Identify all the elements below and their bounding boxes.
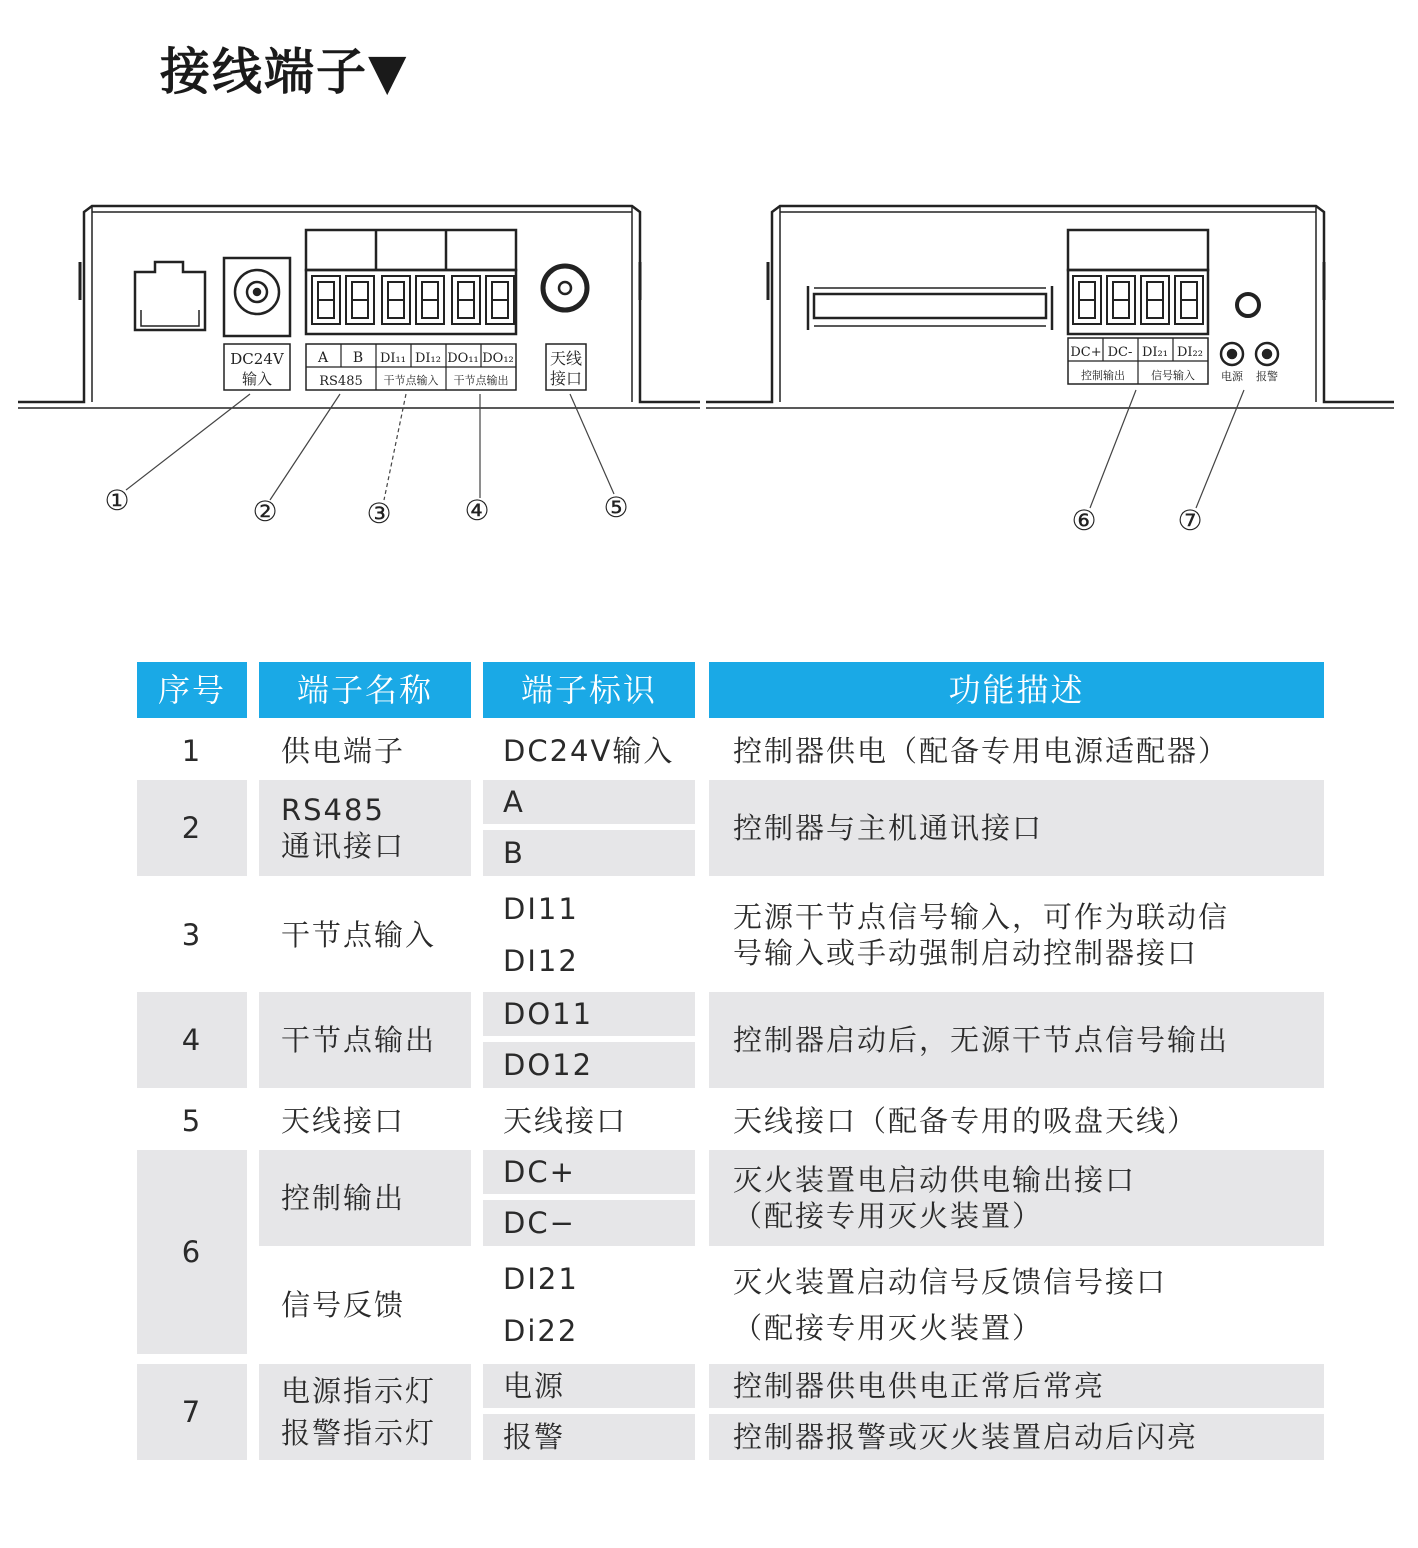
row6b-desc-line2: （配接专用灭火装置）: [733, 1311, 1044, 1345]
label-b: B: [352, 350, 364, 366]
label-di11: DI₁₁: [380, 351, 406, 366]
terminal-diagram: [0, 190, 1418, 550]
row6b-desc: [709, 1254, 1324, 1356]
row5-mark: 天线接口: [503, 1104, 628, 1138]
label-do11: DO₁₁: [447, 351, 479, 366]
row4-desc: 控制器启动后，无源干节点信号输出: [709, 992, 1324, 1088]
label-dry-in: 干节点输入: [383, 374, 439, 387]
row6b-mark-di21: DI21: [503, 1262, 579, 1296]
label-rs485: RS485: [319, 374, 363, 389]
row7-mark-alarm: 报警: [483, 1414, 695, 1460]
row3-mark-di11: DI11: [503, 892, 579, 926]
row6a-mark-dc-plus: DC+: [483, 1150, 695, 1194]
row5-name: 天线接口: [281, 1104, 406, 1138]
label-antenna-port: 接口: [549, 369, 583, 388]
callout-6: ⑥: [1071, 504, 1097, 537]
row6b-mark-di22: Di22: [503, 1314, 579, 1348]
row6a-name: 控制输出: [259, 1150, 471, 1246]
row2-name-line2: 通讯接口: [281, 829, 406, 863]
header-desc: 功能描述: [709, 662, 1324, 718]
callout-2: ②: [252, 495, 278, 528]
row3-desc-line1: 无源干节点信号输入，可作为联动信: [733, 900, 1230, 934]
label-do12: DO₁₂: [482, 351, 514, 366]
row6a-desc: [709, 1150, 1324, 1246]
row1-name: 供电端子: [281, 734, 406, 768]
label-dry-out: 干节点输出: [453, 374, 509, 387]
row6a-mark-dc-minus: DC−: [483, 1200, 695, 1246]
row6b-name: 信号反馈: [281, 1288, 406, 1322]
row2-name: [259, 780, 471, 876]
row2-mark-b: B: [483, 830, 695, 876]
callout-7: ⑦: [1177, 504, 1203, 537]
row7-name-line2: 报警指示灯: [281, 1416, 437, 1450]
row6a-desc-line2: （配接专用灭火装置）: [733, 1199, 1044, 1233]
label-di22: DI₂₂: [1177, 345, 1203, 360]
label-dc-plus: DC+: [1070, 345, 1102, 360]
row6a-desc-line1: 灭火装置电启动供电输出接口: [733, 1163, 1137, 1197]
row3-name: 干节点输入: [281, 918, 437, 952]
row2-name-line1: RS485: [281, 793, 385, 827]
label-dc24v: DC24V: [230, 350, 284, 368]
row6-no: 6: [137, 1150, 247, 1354]
row4-mark-do12: DO12: [483, 1042, 695, 1088]
row5-desc: 天线接口（配备专用的吸盘天线）: [733, 1104, 1199, 1138]
row3-no: 3: [181, 918, 203, 952]
row7-mark-power: 电源: [483, 1364, 695, 1408]
label-dc-minus: DC-: [1107, 345, 1133, 360]
row4-no: 4: [137, 992, 247, 1088]
label-di21: DI₂₁: [1142, 345, 1168, 360]
row1-mark: DC24V输入: [503, 734, 675, 768]
header-no: 序号: [137, 662, 247, 718]
row3-desc-line2: 号输入或手动强制启动控制器接口: [733, 936, 1199, 970]
row5-no: 5: [181, 1104, 203, 1138]
row4-name: 干节点输出: [259, 992, 471, 1088]
row1-desc: 控制器供电（配备专用电源适配器）: [733, 734, 1230, 768]
callout-1: ①: [104, 484, 130, 517]
row7-desc-alarm: 控制器报警或灭火装置启动后闪亮: [709, 1414, 1324, 1460]
row7-name: [259, 1364, 471, 1460]
label-alarm: 报警: [1256, 370, 1278, 383]
label-a: A: [317, 350, 329, 366]
callout-5: ⑤: [603, 491, 629, 524]
row2-desc: 控制器与主机通讯接口: [709, 780, 1324, 876]
callout-3: ③: [366, 497, 392, 530]
header-mark: 端子标识: [483, 662, 695, 718]
label-di12: DI₁₂: [415, 351, 441, 366]
label-antenna: 天线: [549, 349, 583, 368]
row7-name-line1: 电源指示灯: [281, 1374, 437, 1408]
label-dc24v-input: 输入: [241, 370, 273, 388]
row2-no: 2: [137, 780, 247, 876]
row7-desc-power: 控制器供电供电正常后常亮: [709, 1364, 1324, 1408]
row4-mark-do11: DO11: [483, 992, 695, 1036]
row2-mark-a: A: [483, 780, 695, 824]
header-name: 端子名称: [259, 662, 471, 718]
row6b-desc-line1: 灭火装置启动信号反馈信号接口: [733, 1265, 1168, 1299]
row3-desc: [709, 884, 1324, 986]
label-sig-in: 信号输入: [1151, 369, 1195, 382]
row3-mark-di12: DI12: [503, 944, 579, 978]
label-ctrl-out: 控制输出: [1081, 369, 1125, 382]
callout-4: ④: [464, 494, 490, 527]
row1-no: 1: [181, 734, 203, 768]
page-title: 接线端子▼: [160, 43, 409, 101]
row7-no: 7: [137, 1364, 247, 1460]
label-power: 电源: [1221, 370, 1243, 383]
